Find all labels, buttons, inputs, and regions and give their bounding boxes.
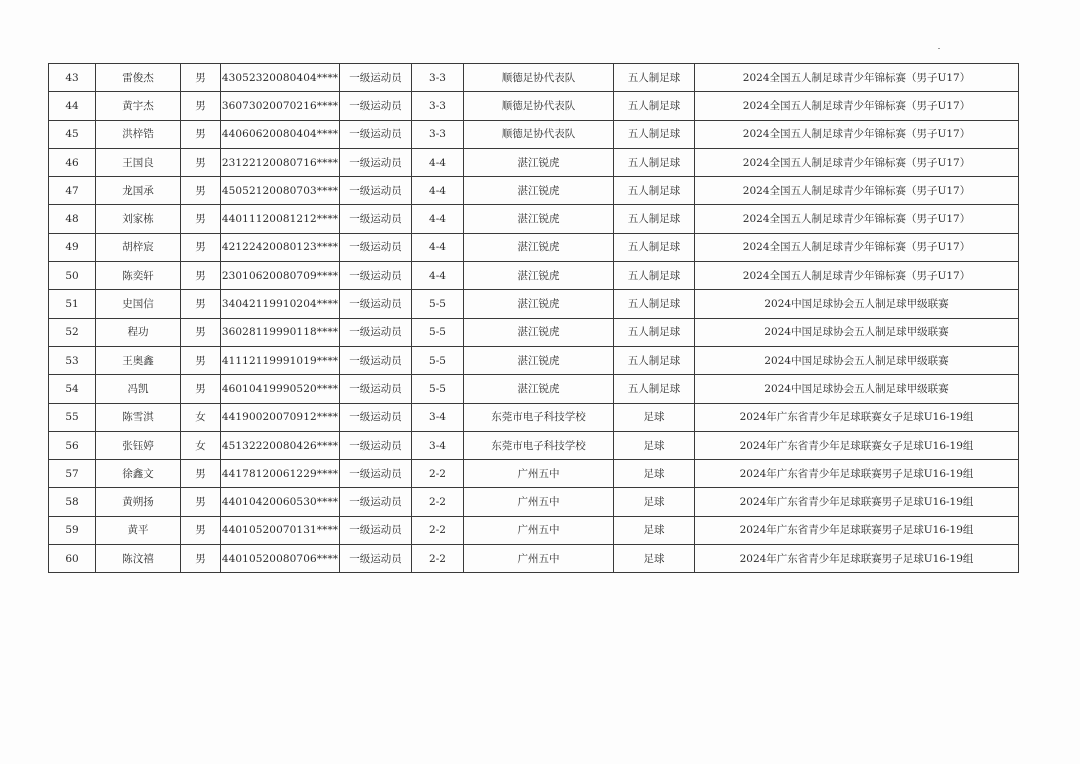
athlete-name-cell: 洪梓锆 [96,120,181,148]
table-row [49,545,1019,573]
sport-cell: 足球 [614,403,695,431]
score-cell: 3-4 [412,403,464,431]
athlete-level-cell: 一级运动员 [340,460,412,488]
score-cell: 3-3 [412,120,464,148]
id-number-cell: 42122420080123**** [221,233,340,261]
athlete-level-cell: 一级运动员 [340,148,412,176]
id-number-cell: 44010520080706**** [221,545,340,573]
sport-cell: 五人制足球 [614,290,695,318]
gender-cell: 男 [181,545,221,573]
score-cell: 5-5 [412,318,464,346]
event-cell: 2024全国五人制足球青少年锦标赛（男子U17） [695,177,1019,205]
row-number-cell: 60 [49,545,96,573]
gender-cell: 男 [181,64,221,92]
id-number-cell: 44178120061229**** [221,460,340,488]
sport-cell: 五人制足球 [614,262,695,290]
score-cell: 3-3 [412,92,464,120]
gender-cell: 男 [181,516,221,544]
team-cell: 湛江锐虎 [464,177,614,205]
row-number-cell: 59 [49,516,96,544]
gender-cell: 男 [181,205,221,233]
row-number-cell: 47 [49,177,96,205]
id-number-cell: 44190020070912**** [221,403,340,431]
athlete-level-cell: 一级运动员 [340,177,412,205]
id-number-cell: 44010520070131**** [221,516,340,544]
team-cell: 湛江锐虎 [464,346,614,374]
event-cell: 2024全国五人制足球青少年锦标赛（男子U17） [695,120,1019,148]
athlete-name-cell: 王国良 [96,148,181,176]
row-number-cell: 52 [49,318,96,346]
athlete-level-cell: 一级运动员 [340,488,412,516]
team-cell: 广州五中 [464,460,614,488]
gender-cell: 男 [181,262,221,290]
gender-cell: 男 [181,318,221,346]
table-row [49,120,1019,148]
team-cell: 湛江锐虎 [464,318,614,346]
sport-cell: 足球 [614,460,695,488]
row-number-cell: 51 [49,290,96,318]
score-cell: 3-4 [412,431,464,459]
event-cell: 2024全国五人制足球青少年锦标赛（男子U17） [695,92,1019,120]
team-cell: 湛江锐虎 [464,233,614,261]
athlete-name-cell: 黄宇杰 [96,92,181,120]
sport-cell: 五人制足球 [614,205,695,233]
table-row [49,290,1019,318]
athlete-level-cell: 一级运动员 [340,233,412,261]
row-number-cell: 43 [49,64,96,92]
table-row [49,488,1019,516]
team-cell: 湛江锐虎 [464,205,614,233]
gender-cell: 女 [181,403,221,431]
score-cell: 2-2 [412,460,464,488]
team-cell: 湛江锐虎 [464,148,614,176]
gender-cell: 女 [181,431,221,459]
table-row [49,516,1019,544]
id-number-cell: 43052320080404**** [221,64,340,92]
score-cell: 2-2 [412,516,464,544]
gender-cell: 男 [181,460,221,488]
athlete-name-cell: 冯凯 [96,375,181,403]
athlete-name-cell: 徐鑫文 [96,460,181,488]
team-cell: 广州五中 [464,545,614,573]
row-number-cell: 46 [49,148,96,176]
athlete-level-cell: 一级运动员 [340,120,412,148]
id-number-cell: 44060620080404**** [221,120,340,148]
id-number-cell: 41112119991019**** [221,346,340,374]
sport-cell: 五人制足球 [614,346,695,374]
athlete-name-cell: 张钰婷 [96,431,181,459]
table-row [49,92,1019,120]
gender-cell: 男 [181,290,221,318]
athlete-level-cell: 一级运动员 [340,262,412,290]
event-cell: 2024年广东省青少年足球联赛女子足球U16-19组 [695,431,1019,459]
athlete-level-cell: 一级运动员 [340,375,412,403]
row-number-cell: 49 [49,233,96,261]
table-row [49,460,1019,488]
table-row [49,205,1019,233]
row-number-cell: 54 [49,375,96,403]
roster-body [49,64,1019,573]
row-number-cell: 44 [49,92,96,120]
table-row [49,318,1019,346]
athlete-name-cell: 刘家栋 [96,205,181,233]
athlete-name-cell: 雷俊杰 [96,64,181,92]
event-cell: 2024年广东省青少年足球联赛男子足球U16-19组 [695,516,1019,544]
team-cell: 顺德足协代表队 [464,92,614,120]
table-row [49,262,1019,290]
event-cell: 2024年广东省青少年足球联赛男子足球U16-19组 [695,488,1019,516]
sport-cell: 五人制足球 [614,120,695,148]
sport-cell: 五人制足球 [614,318,695,346]
score-cell: 2-2 [412,488,464,516]
score-cell: 4-4 [412,233,464,261]
gender-cell: 男 [181,375,221,403]
event-cell: 2024全国五人制足球青少年锦标赛（男子U17） [695,233,1019,261]
team-cell: 顺德足协代表队 [464,64,614,92]
gender-cell: 男 [181,233,221,261]
athlete-level-cell: 一级运动员 [340,346,412,374]
score-cell: 4-4 [412,148,464,176]
event-cell: 2024全国五人制足球青少年锦标赛（男子U17） [695,148,1019,176]
athlete-name-cell: 史国信 [96,290,181,318]
score-cell: 4-4 [412,177,464,205]
team-cell: 顺德足协代表队 [464,120,614,148]
row-number-cell: 58 [49,488,96,516]
table-row [49,403,1019,431]
row-number-cell: 48 [49,205,96,233]
athlete-level-cell: 一级运动员 [340,205,412,233]
gender-cell: 男 [181,92,221,120]
athlete-name-cell: 程功 [96,318,181,346]
id-number-cell: 36028119990118**** [221,318,340,346]
team-cell: 湛江锐虎 [464,262,614,290]
athlete-name-cell: 陈奕轩 [96,262,181,290]
athlete-name-cell: 胡梓宸 [96,233,181,261]
event-cell: 2024中国足球协会五人制足球甲级联赛 [695,346,1019,374]
score-cell: 2-2 [412,545,464,573]
row-number-cell: 45 [49,120,96,148]
athlete-name-cell: 陈雪淇 [96,403,181,431]
team-cell: 东莞市电子科技学校 [464,431,614,459]
athlete-level-cell: 一级运动员 [340,290,412,318]
team-cell: 湛江锐虎 [464,375,614,403]
athlete-name-cell: 黄朔扬 [96,488,181,516]
table-row [49,64,1019,92]
sport-cell: 五人制足球 [614,177,695,205]
id-number-cell: 44010420060530**** [221,488,340,516]
table-row [49,148,1019,176]
row-number-cell: 56 [49,431,96,459]
athlete-level-cell: 一级运动员 [340,64,412,92]
gender-cell: 男 [181,488,221,516]
athlete-level-cell: 一级运动员 [340,545,412,573]
table-row [49,431,1019,459]
row-number-cell: 57 [49,460,96,488]
gender-cell: 男 [181,177,221,205]
sport-cell: 足球 [614,545,695,573]
team-cell: 东莞市电子科技学校 [464,403,614,431]
id-number-cell: 34042119910204**** [221,290,340,318]
id-number-cell: 36073020070216**** [221,92,340,120]
table-row [49,375,1019,403]
score-cell: 4-4 [412,262,464,290]
athlete-name-cell: 陈汶禧 [96,545,181,573]
row-number-cell: 50 [49,262,96,290]
id-number-cell: 45052120080703**** [221,177,340,205]
athlete-level-cell: 一级运动员 [340,318,412,346]
event-cell: 2024全国五人制足球青少年锦标赛（男子U17） [695,205,1019,233]
athlete-level-cell: 一级运动员 [340,403,412,431]
id-number-cell: 45132220080426**** [221,431,340,459]
event-cell: 2024年广东省青少年足球联赛女子足球U16-19组 [695,403,1019,431]
athlete-level-cell: 一级运动员 [340,516,412,544]
gender-cell: 男 [181,148,221,176]
table-row [49,177,1019,205]
team-cell: 湛江锐虎 [464,290,614,318]
score-cell: 5-5 [412,375,464,403]
score-cell: 3-3 [412,64,464,92]
event-cell: 2024中国足球协会五人制足球甲级联赛 [695,375,1019,403]
sport-cell: 足球 [614,516,695,544]
sport-cell: 足球 [614,488,695,516]
row-number-cell: 53 [49,346,96,374]
gender-cell: 男 [181,120,221,148]
id-number-cell: 23122120080716**** [221,148,340,176]
table-row [49,233,1019,261]
event-cell: 2024中国足球协会五人制足球甲级联赛 [695,318,1019,346]
event-cell: 2024全国五人制足球青少年锦标赛（男子U17） [695,262,1019,290]
team-cell: 广州五中 [464,488,614,516]
event-cell: 2024年广东省青少年足球联赛男子足球U16-19组 [695,545,1019,573]
sport-cell: 足球 [614,431,695,459]
sport-cell: 五人制足球 [614,233,695,261]
sport-cell: 五人制足球 [614,375,695,403]
gender-cell: 男 [181,346,221,374]
event-cell: 2024年广东省青少年足球联赛男子足球U16-19组 [695,460,1019,488]
sport-cell: 五人制足球 [614,64,695,92]
scan-speck [938,48,940,49]
sport-cell: 五人制足球 [614,148,695,176]
row-number-cell: 55 [49,403,96,431]
score-cell: 5-5 [412,290,464,318]
table-row [49,346,1019,374]
athlete-roster-table [48,63,1019,573]
event-cell: 2024中国足球协会五人制足球甲级联赛 [695,290,1019,318]
athlete-level-cell: 一级运动员 [340,431,412,459]
id-number-cell: 46010419990520**** [221,375,340,403]
score-cell: 4-4 [412,205,464,233]
athlete-name-cell: 黄平 [96,516,181,544]
score-cell: 5-5 [412,346,464,374]
athlete-level-cell: 一级运动员 [340,92,412,120]
event-cell: 2024全国五人制足球青少年锦标赛（男子U17） [695,64,1019,92]
sport-cell: 五人制足球 [614,92,695,120]
athlete-name-cell: 龙国承 [96,177,181,205]
athlete-name-cell: 王奥鑫 [96,346,181,374]
team-cell: 广州五中 [464,516,614,544]
id-number-cell: 44011120081212**** [221,205,340,233]
id-number-cell: 23010620080709**** [221,262,340,290]
